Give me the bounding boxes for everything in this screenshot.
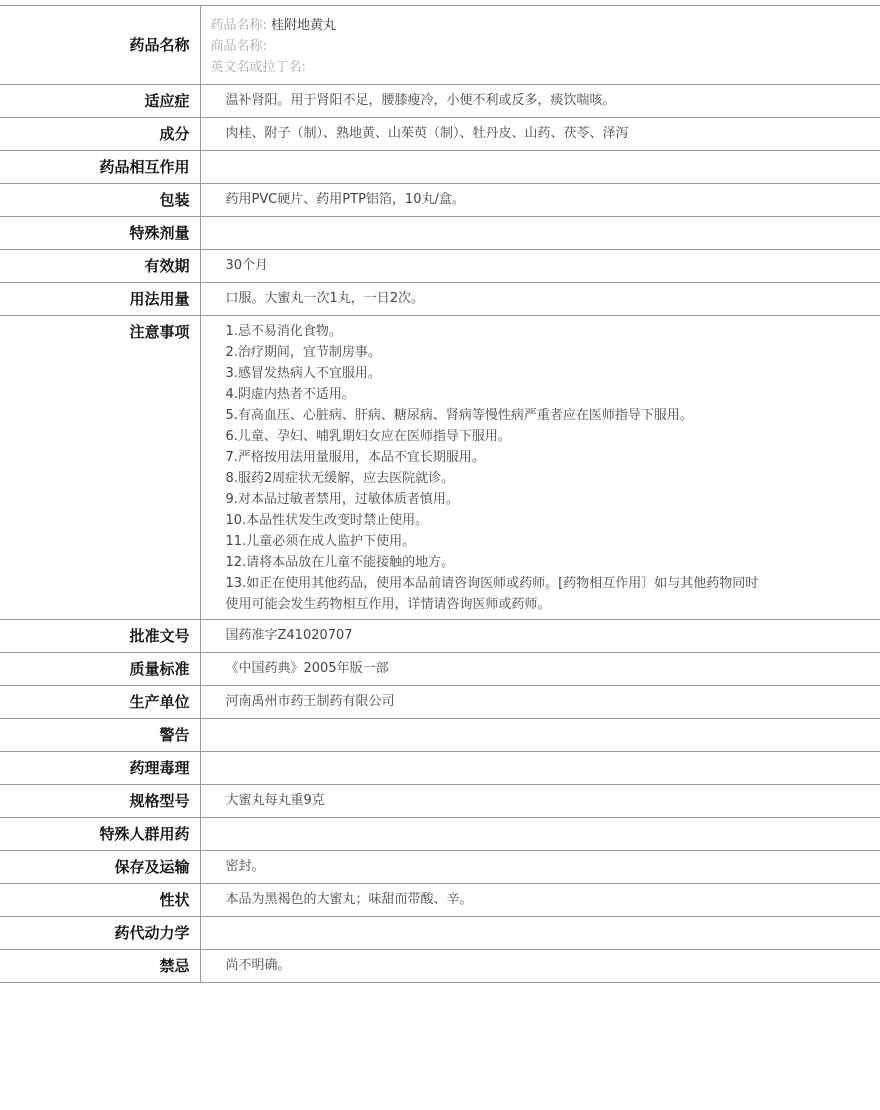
row-package bbox=[0, 184, 880, 217]
row-value: 河南禹州市药王制药有限公司 bbox=[200, 686, 880, 719]
note-item: 8.服药2周症状无缓解，应去医院就诊。 bbox=[225, 471, 455, 486]
row-value: 30个月 bbox=[200, 250, 880, 283]
note-item: 12.请将本品放在儿童不能接触的地方。 bbox=[225, 555, 455, 570]
row-label: 药代动力学 bbox=[0, 917, 200, 950]
row-value: 温补肾阳。用于肾阳不足，腰膝瘦冷，小便不利或反多，痰饮喘咳。 bbox=[200, 85, 880, 118]
row-special-population bbox=[0, 818, 880, 851]
row-spec bbox=[0, 785, 880, 818]
row-value bbox=[200, 818, 880, 851]
row-label: 特殊剂量 bbox=[0, 217, 200, 250]
drug-name-key: 药品名称: bbox=[210, 18, 267, 33]
row-label: 适应症 bbox=[0, 85, 200, 118]
row-toxicology bbox=[0, 752, 880, 785]
row-label: 药品名称 bbox=[0, 6, 200, 85]
note-item: 9.对本品过敏者禁用，过敏体质者慎用。 bbox=[225, 492, 459, 507]
row-label: 药理毒理 bbox=[0, 752, 200, 785]
note-item: 2.治疗期间，宜节制房事。 bbox=[225, 345, 381, 360]
row-label: 性状 bbox=[0, 884, 200, 917]
note-item: 13.如正在使用其他药品，使用本品前请咨询医师或药师。[药物相互作用〕如与其他药物同时使用可能会发生药物相互作用，详情请咨询医师或药师。 bbox=[225, 576, 759, 612]
row-standard bbox=[0, 653, 880, 686]
latin-name-line bbox=[211, 57, 761, 78]
note-item: 10.本品性状发生改变时禁止使用。 bbox=[225, 513, 429, 528]
row-label: 包装 bbox=[0, 184, 200, 217]
row-value bbox=[200, 6, 880, 85]
note-item: 11.儿童必须在成人监护下使用。 bbox=[225, 534, 416, 549]
row-value bbox=[200, 752, 880, 785]
trade-name-line bbox=[211, 36, 761, 57]
row-value: 密封。 bbox=[200, 851, 880, 884]
row-warning bbox=[0, 719, 880, 752]
row-manufacturer bbox=[0, 686, 880, 719]
row-drug-name bbox=[0, 6, 880, 85]
row-value bbox=[200, 217, 880, 250]
row-ingredients bbox=[0, 118, 880, 151]
row-value: 尚不明确。 bbox=[200, 950, 880, 983]
note-item: 5.有高血压、心脏病、肝病、糖尿病、肾病等慢性病严重者应在医师指导下服用。 bbox=[225, 408, 693, 423]
row-interaction bbox=[0, 151, 880, 184]
row-value: 大蜜丸每丸重9克 bbox=[200, 785, 880, 818]
row-value bbox=[200, 151, 880, 184]
row-notes bbox=[0, 316, 880, 620]
drug-spec-table bbox=[0, 5, 880, 983]
row-label: 批准文号 bbox=[0, 620, 200, 653]
row-value: 国药准字Z41020707 bbox=[200, 620, 880, 653]
row-appearance bbox=[0, 884, 880, 917]
note-item: 3.感冒发热病人不宜服用。 bbox=[225, 366, 381, 381]
row-label: 保存及运输 bbox=[0, 851, 200, 884]
row-value: 《中国药典》2005年版一部 bbox=[200, 653, 880, 686]
row-label: 注意事项 bbox=[0, 316, 200, 620]
row-pharmacokinetics bbox=[0, 917, 880, 950]
note-item: 4.阴虚内热者不适用。 bbox=[225, 387, 355, 402]
row-value: 口服。大蜜丸一次1丸，一日2次。 bbox=[200, 283, 880, 316]
row-label: 质量标准 bbox=[0, 653, 200, 686]
row-value bbox=[200, 719, 880, 752]
row-label: 规格型号 bbox=[0, 785, 200, 818]
row-label: 生产单位 bbox=[0, 686, 200, 719]
row-value: 肉桂、附子（制）、熟地黄、山茱萸（制）、牡丹皮、山药、茯苓、泽泻 bbox=[200, 118, 880, 151]
row-label: 药品相互作用 bbox=[0, 151, 200, 184]
row-shelf-life bbox=[0, 250, 880, 283]
row-indication bbox=[0, 85, 880, 118]
latin-name-key: 英文名或拉丁名: bbox=[210, 60, 306, 75]
row-special-dose bbox=[0, 217, 880, 250]
drug-name-line bbox=[211, 15, 761, 36]
drug-name-value: 桂附地黄丸 bbox=[271, 18, 337, 33]
row-label: 警告 bbox=[0, 719, 200, 752]
row-label: 有效期 bbox=[0, 250, 200, 283]
note-item: 7.严格按用法用量服用，本品不宜长期服用。 bbox=[225, 450, 485, 465]
row-label: 成分 bbox=[0, 118, 200, 151]
row-label: 用法用量 bbox=[0, 283, 200, 316]
row-usage bbox=[0, 283, 880, 316]
row-storage bbox=[0, 851, 880, 884]
note-item: 6.儿童、孕妇、哺乳期妇女应在医师指导下服用。 bbox=[225, 429, 511, 444]
trade-name-key: 商品名称: bbox=[210, 39, 267, 54]
row-approval bbox=[0, 620, 880, 653]
row-value bbox=[200, 316, 880, 620]
row-contraindication bbox=[0, 950, 880, 983]
row-label: 禁忌 bbox=[0, 950, 200, 983]
row-label: 特殊人群用药 bbox=[0, 818, 200, 851]
row-value: 本品为黑褐色的大蜜丸；味甜而带酸、辛。 bbox=[200, 884, 880, 917]
row-value bbox=[200, 917, 880, 950]
row-value: 药用PVC硬片、药用PTP铝箔，10丸/盒。 bbox=[200, 184, 880, 217]
note-item: 1.忌不易消化食物。 bbox=[225, 324, 342, 339]
